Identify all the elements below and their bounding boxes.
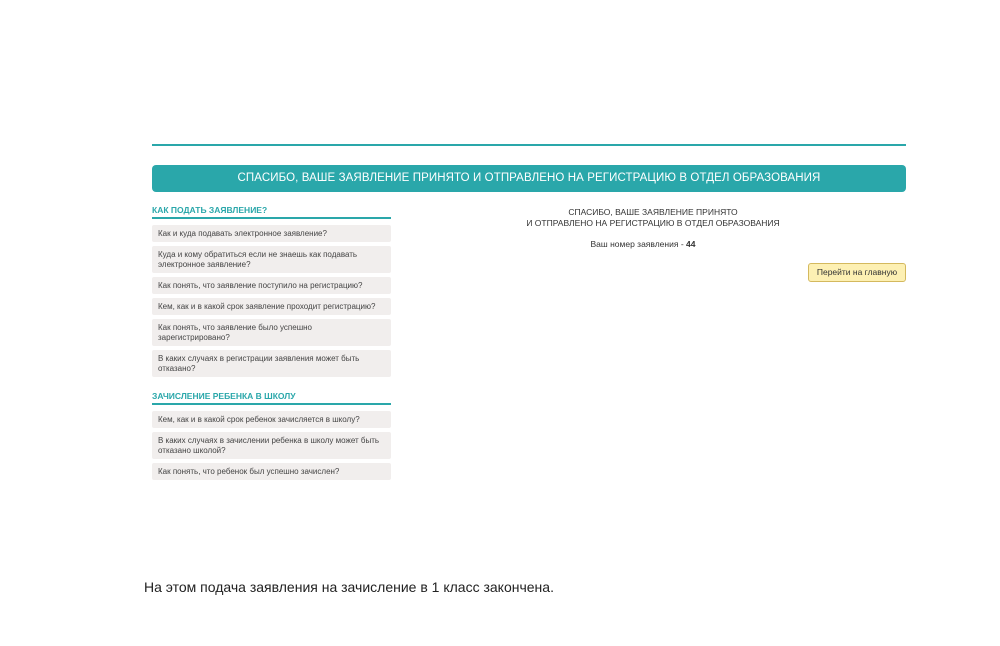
faq-item-registration-refusal[interactable]: В каких случаях в регистрации заявления может быть отказано? (152, 350, 391, 377)
application-number-label: Ваш номер заявления - (590, 239, 687, 249)
faq-item-enrollment-refusal[interactable]: В каких случаях в зачислении ребенка в школу может быть отказано школой? (152, 432, 391, 459)
section-title-enrollment: ЗАЧИСЛЕНИЕ РЕБЕНКА В ШКОЛУ (152, 391, 391, 405)
confirmation-content (400, 205, 906, 277)
success-banner: СПАСИБО, ВАШЕ ЗАЯВЛЕНИЕ ПРИНЯТО И ОТПРАВЛЕНО НА РЕГИСТРАЦИЮ В ОТДЕЛ ОБРАЗОВАНИЯ (152, 165, 906, 192)
faq-item-registration-success[interactable]: Как понять, что заявление было успешно зарегистрировано? (152, 319, 391, 346)
confirmation-line-2: И ОТПРАВЛЕНО НА РЕГИСТРАЦИЮ В ОТДЕЛ ОБРАЗОВАНИЯ (526, 218, 780, 228)
confirmation-message (400, 207, 906, 229)
application-number (380, 239, 906, 249)
faq-section-enrollment (152, 391, 391, 480)
faq-item-enrollment-success[interactable]: Как понять, что ребенок был успешно зачислен? (152, 463, 391, 480)
faq-item-application-received[interactable]: Как понять, что заявление поступило на регистрацию? (152, 277, 391, 294)
top-divider (152, 144, 906, 146)
faq-section-how-to-apply (152, 205, 391, 377)
faq-item-who-to-contact[interactable]: Куда и кому обратиться если не знаешь как подавать электронное заявление? (152, 246, 391, 273)
caption-text: На этом подача заявления на зачисление в 1 класс закончена. (144, 579, 554, 595)
confirmation-line-1: СПАСИБО, ВАШЕ ЗАЯВЛЕНИЕ ПРИНЯТО (568, 207, 738, 217)
faq-sidebar (152, 205, 391, 484)
go-home-button[interactable]: Перейти на главную (808, 263, 906, 282)
application-number-value: 44 (686, 239, 696, 249)
faq-item-where-to-apply[interactable]: Как и куда подавать электронное заявление? (152, 225, 391, 242)
section-title-how-to-apply: КАК ПОДАТЬ ЗАЯВЛЕНИЕ? (152, 205, 391, 219)
faq-item-enrollment-timeline[interactable]: Кем, как и в какой срок ребенок зачисляется в школу? (152, 411, 391, 428)
faq-item-registration-process[interactable]: Кем, как и в какой срок заявление проходит регистрацию? (152, 298, 391, 315)
